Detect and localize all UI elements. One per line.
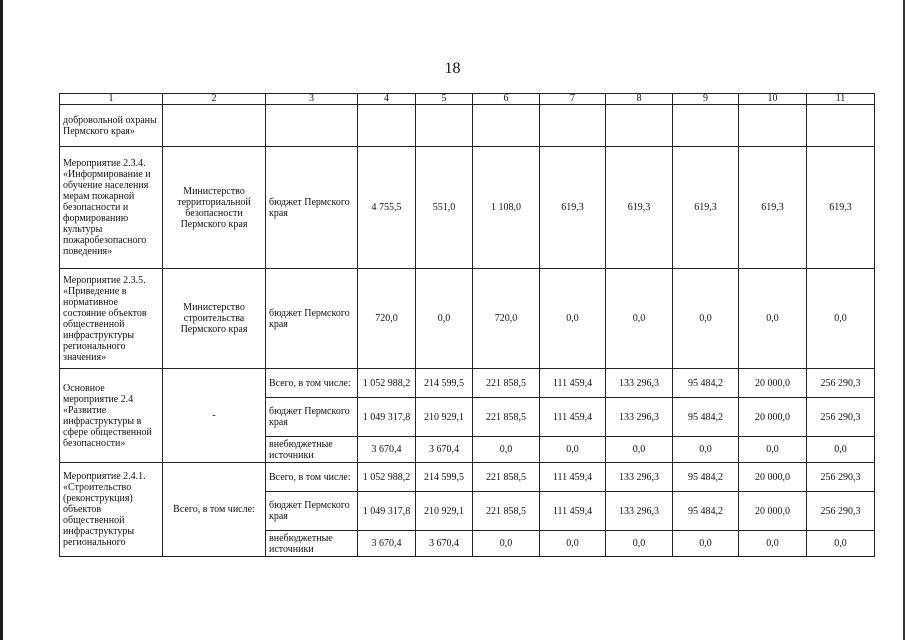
value-cell: 1 052 988,2	[358, 369, 416, 398]
value-cell: 20 000,0	[739, 398, 807, 437]
executor-cell: Всего, в том числе:	[163, 463, 266, 557]
value-cell: 133 296,3	[606, 369, 673, 398]
header-cell: 11	[807, 94, 875, 105]
activity-name-cell: Мероприятие 2.3.5. «Приведение в нормативное состояние объектов общественной инфраструктуры регионального значения»	[60, 269, 163, 369]
value-cell: 210 929,1	[416, 492, 473, 531]
empty-cell	[358, 105, 416, 147]
value-cell: 111 459,4	[540, 369, 606, 398]
value-cell: 0,0	[540, 437, 606, 463]
funding-source-cell: внебюджетные источники	[266, 437, 358, 463]
value-cell: 221 858,5	[473, 463, 540, 492]
funding-source-cell: бюджет Пермского края	[266, 398, 358, 437]
funding-source-cell: внебюджетные источники	[266, 531, 358, 557]
empty-cell	[739, 105, 807, 147]
header-cell: 6	[473, 94, 540, 105]
value-cell: 619,3	[540, 147, 606, 269]
header-cell: 8	[606, 94, 673, 105]
header-cell: 7	[540, 94, 606, 105]
funding-source-cell: Всего, в том числе:	[266, 463, 358, 492]
value-cell: 111 459,4	[540, 463, 606, 492]
empty-cell	[266, 105, 358, 147]
funding-source-cell: бюджет Пермского края	[266, 269, 358, 369]
value-cell: 111 459,4	[540, 398, 606, 437]
empty-cell	[807, 105, 875, 147]
value-cell: 1 108,0	[473, 147, 540, 269]
value-cell: 0,0	[673, 531, 739, 557]
activity-name-cell: Мероприятие 2.4.1. «Строительство (реконструкция) объектов общественной инфраструктуры регионального	[60, 463, 163, 557]
table-row	[60, 105, 875, 147]
value-cell: 0,0	[739, 437, 807, 463]
value-cell: 619,3	[807, 147, 875, 269]
table-row	[60, 369, 875, 398]
value-cell: 619,3	[739, 147, 807, 269]
value-cell: 0,0	[473, 437, 540, 463]
funding-source-cell: бюджет Пермского края	[266, 147, 358, 269]
executor-cell: -	[163, 369, 266, 463]
value-cell: 20 000,0	[739, 463, 807, 492]
header-cell: 10	[739, 94, 807, 105]
empty-cell	[473, 105, 540, 147]
empty-cell	[606, 105, 673, 147]
value-cell: 20 000,0	[739, 369, 807, 398]
empty-cell	[416, 105, 473, 147]
value-cell: 0,0	[416, 269, 473, 369]
table-row	[60, 463, 875, 492]
value-cell: 95 484,2	[673, 369, 739, 398]
value-cell: 210 929,1	[416, 398, 473, 437]
value-cell: 133 296,3	[606, 398, 673, 437]
value-cell: 95 484,2	[673, 463, 739, 492]
scan-edge-left	[0, 0, 3, 640]
header-row	[60, 94, 875, 105]
value-cell: 619,3	[673, 147, 739, 269]
page-number: 18	[444, 60, 461, 77]
value-cell: 111 459,4	[540, 492, 606, 531]
value-cell: 20 000,0	[739, 492, 807, 531]
table-row	[60, 269, 875, 369]
funding-source-cell: бюджет Пермского края	[266, 492, 358, 531]
value-cell: 0,0	[540, 269, 606, 369]
value-cell: 0,0	[473, 531, 540, 557]
value-cell: 221 858,5	[473, 398, 540, 437]
value-cell: 0,0	[807, 269, 875, 369]
value-cell: 95 484,2	[673, 492, 739, 531]
value-cell: 256 290,3	[807, 463, 875, 492]
funding-source-cell: Всего, в том числе:	[266, 369, 358, 398]
value-cell: 256 290,3	[807, 398, 875, 437]
value-cell: 1 049 317,8	[358, 398, 416, 437]
executor-cell: Министерство строительства Пермского края	[163, 269, 266, 369]
value-cell: 0,0	[739, 269, 807, 369]
value-cell: 0,0	[807, 437, 875, 463]
activity-name-cell: добровольной охраны Пермского края»	[60, 105, 163, 147]
value-cell: 133 296,3	[606, 463, 673, 492]
header-cell: 2	[163, 94, 266, 105]
empty-cell	[163, 105, 266, 147]
header-cell: 9	[673, 94, 739, 105]
table-row	[60, 147, 875, 269]
executor-cell: Министерство территориальной безопасности Пермского края	[163, 147, 266, 269]
value-cell: 3 670,4	[416, 437, 473, 463]
value-cell: 0,0	[606, 437, 673, 463]
value-cell: 221 858,5	[473, 369, 540, 398]
value-cell: 133 296,3	[606, 492, 673, 531]
value-cell: 1 049 317,8	[358, 492, 416, 531]
value-cell: 720,0	[473, 269, 540, 369]
empty-cell	[673, 105, 739, 147]
value-cell: 221 858,5	[473, 492, 540, 531]
value-cell: 619,3	[606, 147, 673, 269]
value-cell: 0,0	[673, 437, 739, 463]
value-cell: 551,0	[416, 147, 473, 269]
activity-name-cell: Мероприятие 2.3.4. «Информирование и обучение населения мерам пожарной безопасности и формированию культуры пожаробезопасного поведения»	[60, 147, 163, 269]
empty-cell	[540, 105, 606, 147]
value-cell: 1 052 988,2	[358, 463, 416, 492]
header-cell: 5	[416, 94, 473, 105]
value-cell: 256 290,3	[807, 369, 875, 398]
value-cell: 0,0	[807, 531, 875, 557]
activity-name-cell: Основное мероприятие 2.4 «Развитие инфраструктуры в сфере общественной безопасности»	[60, 369, 163, 463]
value-cell: 0,0	[606, 269, 673, 369]
header-cell: 3	[266, 94, 358, 105]
value-cell: 4 755,5	[358, 147, 416, 269]
value-cell: 214 599,5	[416, 369, 473, 398]
header-cell: 4	[358, 94, 416, 105]
value-cell: 3 670,4	[358, 437, 416, 463]
value-cell: 256 290,3	[807, 492, 875, 531]
value-cell: 3 670,4	[358, 531, 416, 557]
value-cell: 0,0	[540, 531, 606, 557]
value-cell: 214 599,5	[416, 463, 473, 492]
header-cell: 1	[60, 94, 163, 105]
value-cell: 0,0	[673, 269, 739, 369]
value-cell: 0,0	[606, 531, 673, 557]
value-cell: 720,0	[358, 269, 416, 369]
value-cell: 0,0	[739, 531, 807, 557]
value-cell: 95 484,2	[673, 398, 739, 437]
value-cell: 3 670,4	[416, 531, 473, 557]
program-table	[59, 93, 875, 557]
